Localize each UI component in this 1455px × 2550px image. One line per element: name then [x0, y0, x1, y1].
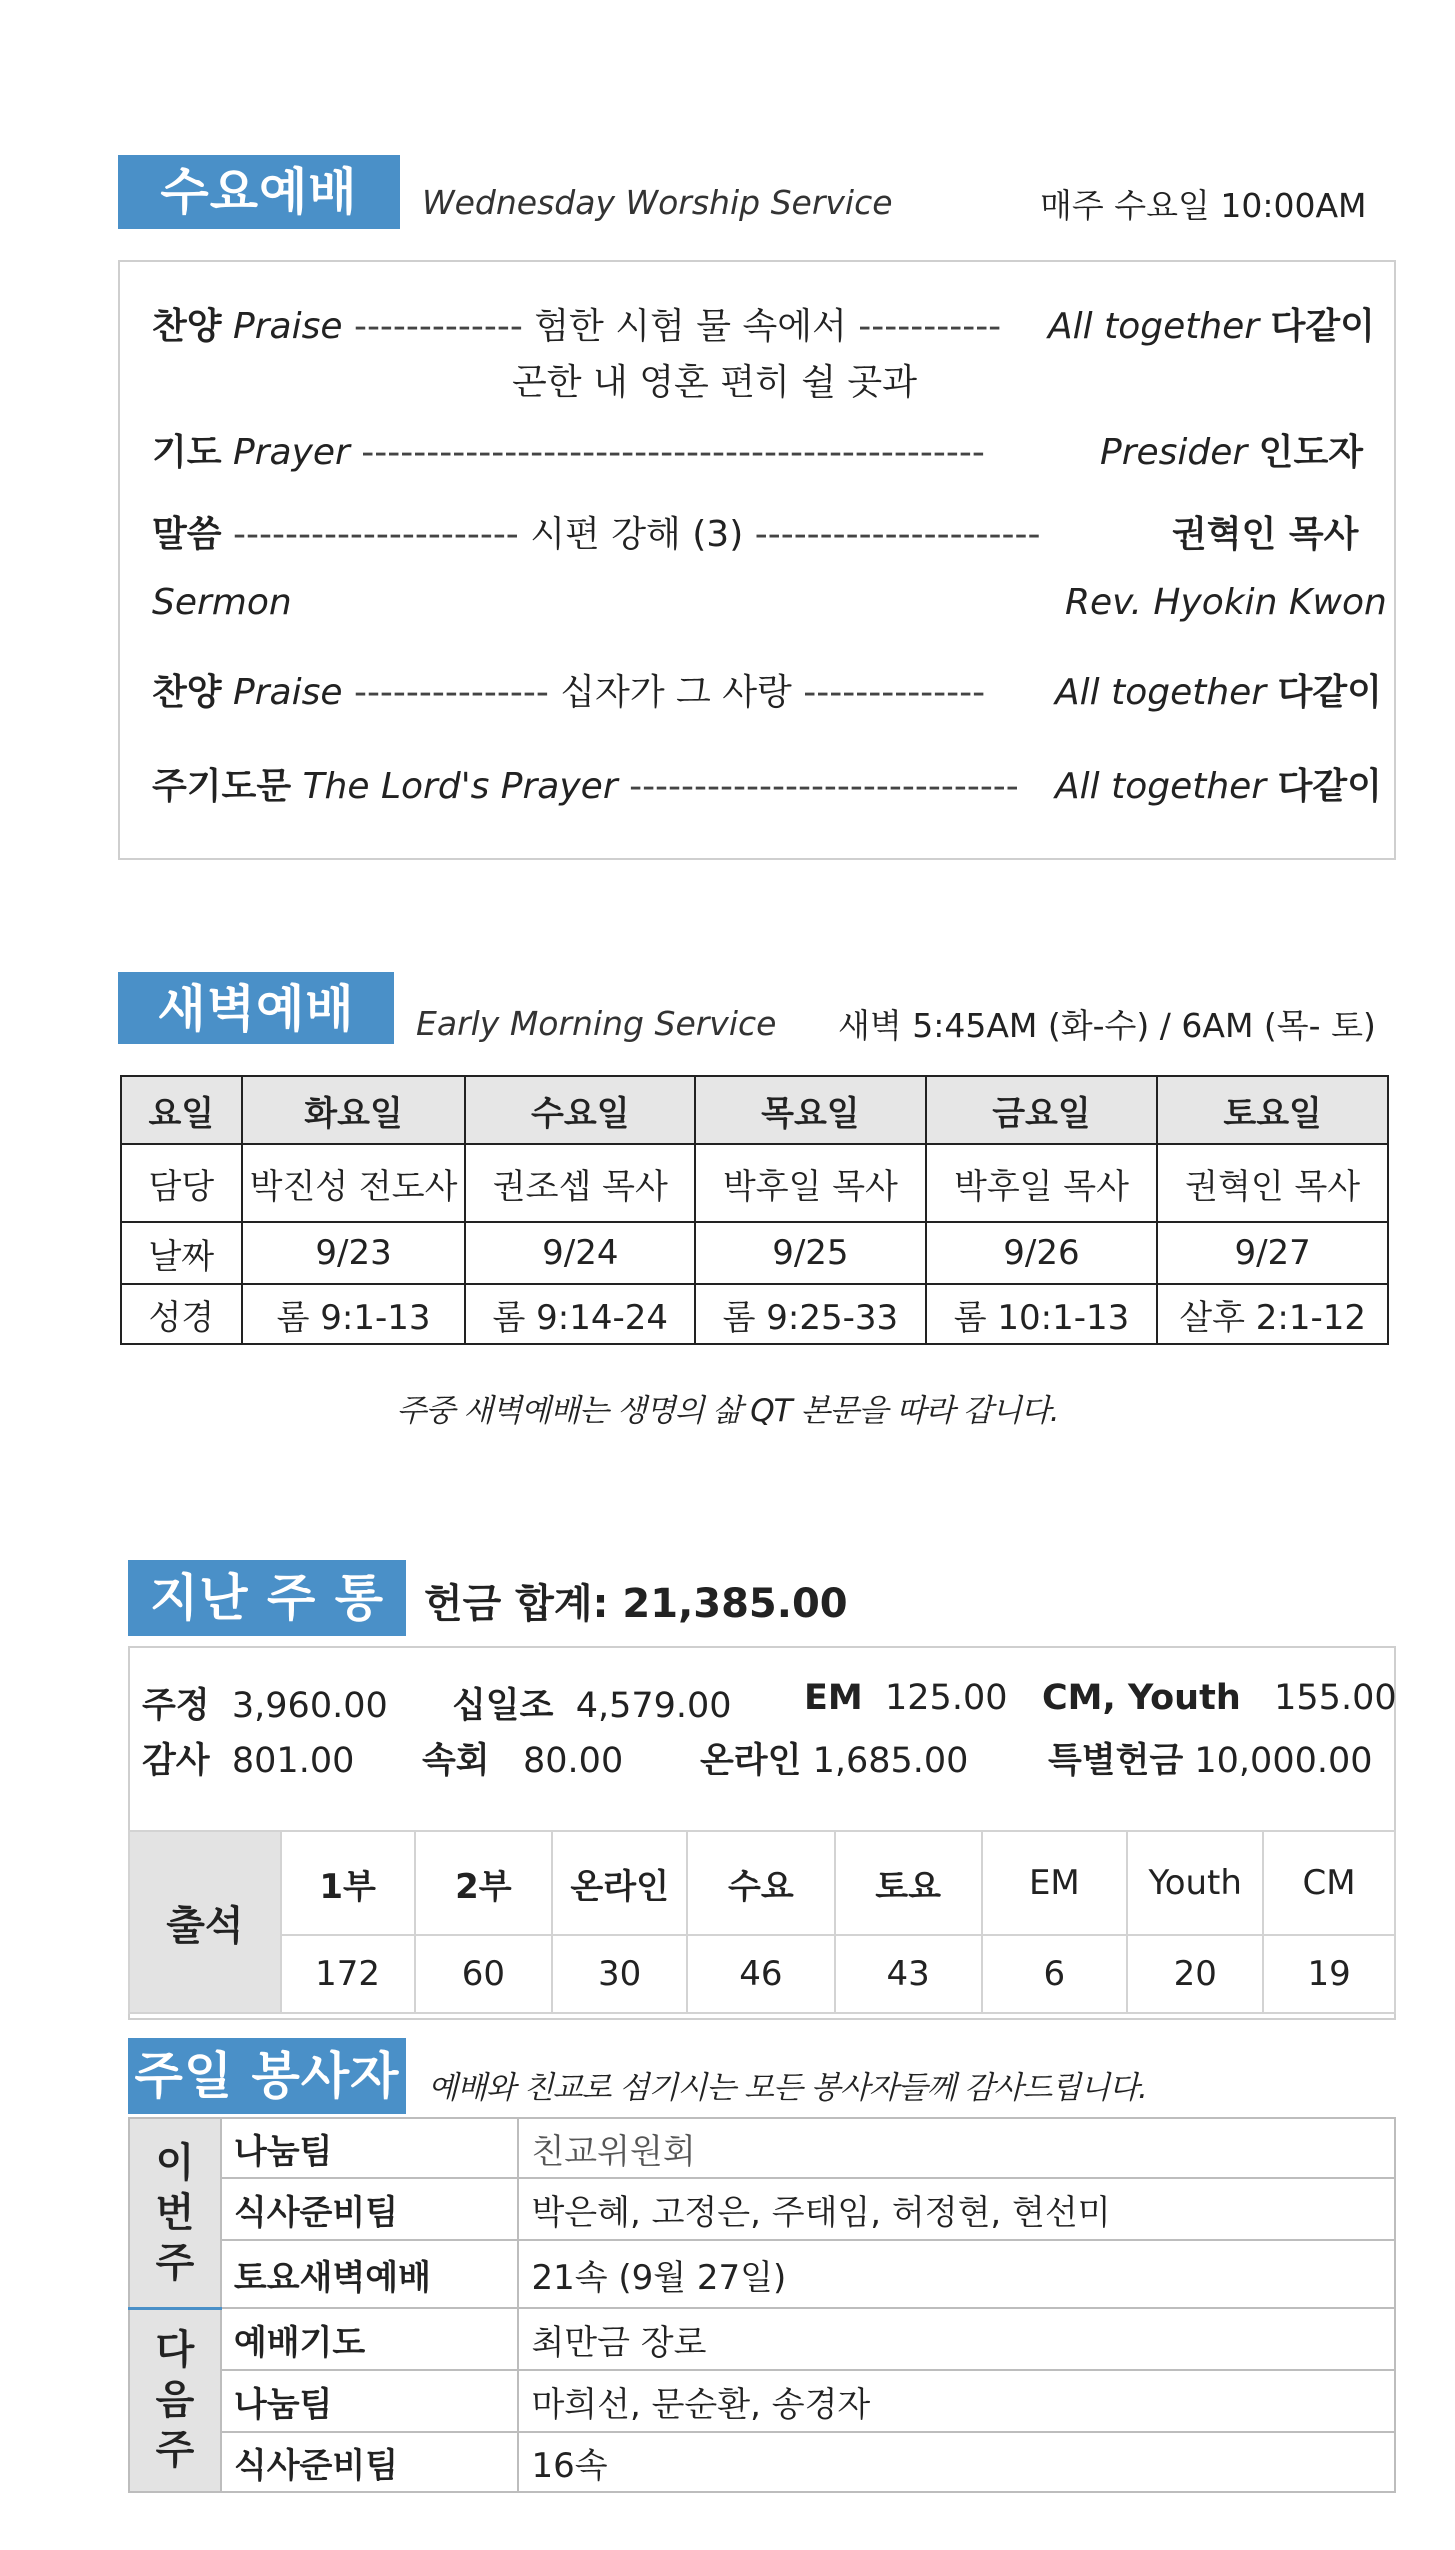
- program-item-ko: 말씀: [152, 514, 222, 555]
- offering-label: EM: [804, 1678, 863, 1718]
- table-cell: 담당: [121, 1144, 242, 1222]
- program-item-ko: 찬양: [152, 672, 222, 713]
- offering-value: 1,685.00: [812, 1741, 969, 1781]
- wednesday-badge: 수요예배: [118, 155, 400, 229]
- table-row: [121, 1144, 1388, 1222]
- leader-dashes: ------------------------------------------------: [361, 432, 985, 473]
- leader-dashes: ----------------------: [233, 514, 519, 555]
- table-cell: 박후일 목사: [926, 1144, 1158, 1222]
- offering-value: 3,960.00: [231, 1686, 388, 1726]
- table-header-cell: 수요일: [465, 1076, 695, 1144]
- leader-dashes: --------------: [803, 672, 986, 713]
- volunteer-role: 예배기도: [221, 2308, 519, 2370]
- dawn-time: 새벽 5:45AM (화-수) / 6AM (목- 토): [838, 1006, 1376, 1045]
- program-item-ko: 주기도문: [152, 766, 292, 807]
- table-row: [129, 2240, 1395, 2308]
- program-item-ko: 기도: [152, 432, 222, 473]
- next-week-label: 다 음 주: [129, 2308, 221, 2492]
- attendance-header-cell: 2부: [415, 1831, 553, 1935]
- attendance-value: 46: [687, 1935, 835, 2013]
- table-row: [129, 2432, 1395, 2492]
- program-row-prayer: [152, 428, 985, 478]
- program-role-en: Rev. Hyokin Kwon: [1065, 582, 1387, 623]
- volunteer-names: 21속 (9월 27일): [518, 2240, 1395, 2308]
- table-cell: 살후 2:1-12: [1157, 1284, 1388, 1344]
- this-week-label: 이 번 주: [129, 2118, 221, 2308]
- program-item-title-2: 곤한 내 영혼 편히 쉴 곳과: [512, 362, 917, 403]
- table-row: [129, 2118, 1395, 2178]
- offering-label: 특별헌금: [1048, 1741, 1184, 1781]
- program-role: [1048, 302, 1375, 352]
- table-cell: 성경: [121, 1284, 242, 1344]
- table-header-cell: 요일: [121, 1076, 242, 1144]
- attendance-table: [128, 1830, 1396, 2014]
- stats-badge: 지난 주 통계: [128, 1560, 406, 1636]
- volunteers-badge: 주일 봉사자: [128, 2038, 406, 2114]
- wednesday-time: 매주 수요일 10:00AM: [1040, 186, 1367, 225]
- table-cell: 박진성 전도사: [242, 1144, 466, 1222]
- table-row: [129, 2178, 1395, 2240]
- offering-label: CM, Youth: [1042, 1678, 1241, 1718]
- offering-label: 속회: [422, 1741, 490, 1781]
- program-role: [1055, 668, 1382, 718]
- program-item-en: Praise: [233, 672, 343, 713]
- volunteer-names: 16속: [518, 2432, 1395, 2492]
- program-row-lords-prayer: [152, 762, 1019, 812]
- offering-value: 801.00: [231, 1741, 355, 1781]
- table-row: [121, 1284, 1388, 1344]
- volunteer-names: 친교위원회: [518, 2118, 1395, 2178]
- attendance-header-cell: EM: [982, 1831, 1128, 1935]
- leader-dashes: ------------------------------: [629, 766, 1019, 807]
- table-cell: 박후일 목사: [695, 1144, 926, 1222]
- attendance-header-row: [129, 1831, 1395, 1935]
- table-header-cell: 화요일: [242, 1076, 466, 1144]
- table-cell: 9/25: [695, 1222, 926, 1284]
- table-cell: 롬 9:14-24: [465, 1284, 695, 1344]
- table-cell: 9/23: [242, 1222, 466, 1284]
- attendance-header-cell: Youth: [1127, 1831, 1263, 1935]
- table-cell: 권조셉 목사: [465, 1144, 695, 1222]
- volunteer-names: 최만금 장로: [518, 2308, 1395, 2370]
- program-item-title: 십자가 그 사랑: [560, 672, 792, 713]
- attendance-value: 30: [552, 1935, 687, 2013]
- table-row: [121, 1222, 1388, 1284]
- attendance-header-cell: 토요: [835, 1831, 982, 1935]
- leader-dashes: -----------: [858, 306, 1002, 347]
- offering-value: 10,000.00: [1194, 1741, 1373, 1781]
- table-cell: 권혁인 목사: [1157, 1144, 1388, 1222]
- attendance-value: 20: [1127, 1935, 1263, 2013]
- program-role-ko: 다같이: [1270, 306, 1375, 347]
- leader-dashes: ----------------------: [754, 514, 1041, 555]
- offering-label: 십일조: [452, 1686, 554, 1726]
- program-role-en: All together: [1055, 672, 1267, 713]
- offering-value: 155.00: [1274, 1678, 1397, 1718]
- table-cell: 9/26: [926, 1222, 1158, 1284]
- program-item-en: Praise: [233, 306, 343, 347]
- program-item-ko: 찬양: [152, 306, 222, 347]
- attendance-header-cell: 1부: [281, 1831, 415, 1935]
- leader-dashes: -------------: [353, 306, 523, 347]
- offering-value: 125.00: [885, 1678, 1008, 1718]
- table-cell: 날짜: [121, 1222, 242, 1284]
- program-row-sermon: [152, 510, 1041, 560]
- attendance-header-cell: 온라인: [552, 1831, 687, 1935]
- table-header-cell: 금요일: [926, 1076, 1158, 1144]
- attendance-value: 60: [415, 1935, 553, 2013]
- volunteers-table: [128, 2117, 1396, 2493]
- table-header-row: [121, 1076, 1388, 1144]
- attendance-value: 43: [835, 1935, 982, 2013]
- program-item-title: 시편 강해 (3): [530, 514, 744, 555]
- program-item-en: Sermon: [152, 582, 292, 623]
- table-header-cell: 토요일: [1157, 1076, 1388, 1144]
- attendance-value: 19: [1263, 1935, 1395, 2013]
- dawn-subtitle: Early Morning Service: [416, 1004, 777, 1043]
- table-header-cell: 목요일: [695, 1076, 926, 1144]
- program-role-ko: 다같이: [1277, 766, 1382, 807]
- volunteer-role: 토요새벽예배: [221, 2240, 519, 2308]
- wednesday-subtitle: Wednesday Worship Service: [422, 183, 893, 222]
- table-cell: 롬 10:1-13: [926, 1284, 1158, 1344]
- offering-total: 헌금 합계: 21,385.00: [424, 1581, 848, 1627]
- table-cell: 롬 9:25-33: [695, 1284, 926, 1344]
- program-role-ko: 다같이: [1277, 672, 1382, 713]
- volunteer-names: 박은혜, 고정은, 주태임, 허정현, 현선미: [518, 2178, 1395, 2240]
- attendance-header-cell: 수요: [687, 1831, 835, 1935]
- offering-value: 80.00: [523, 1741, 624, 1781]
- dawn-badge: 새벽예배: [118, 972, 394, 1044]
- program-item-title: 험한 시험 물 속에서: [534, 306, 847, 347]
- attendance-value-row: [129, 1935, 1395, 2013]
- program-role: [1055, 762, 1382, 812]
- program-role: [1100, 428, 1363, 478]
- volunteers-note: 예배와 친교로 섬기시는 모든 봉사자들께 감사드립니다.: [428, 2070, 1147, 2106]
- table-cell: 9/24: [465, 1222, 695, 1284]
- volunteer-role: 식사준비팀: [221, 2432, 519, 2492]
- attendance-header-cell: CM: [1263, 1831, 1395, 1935]
- volunteer-role: 식사준비팀: [221, 2178, 519, 2240]
- program-role-ko: 권혁인 목사: [1172, 514, 1359, 555]
- offering-label: 주정: [142, 1686, 210, 1726]
- dawn-note: 주중 새벽예배는 생명의 삶 QT 본문을 따라 갑니다.: [396, 1393, 1059, 1429]
- offering-label: 온라인: [700, 1741, 802, 1781]
- attendance-label: 출석: [129, 1831, 281, 2013]
- program-row-praise-2: [152, 668, 985, 718]
- leader-dashes: ---------------: [353, 672, 549, 713]
- attendance-value: 6: [982, 1935, 1128, 2013]
- offering-label: 감사: [142, 1741, 210, 1781]
- volunteer-names: 마희선, 문순환, 송경자: [518, 2370, 1395, 2432]
- program-role-en: All together: [1055, 766, 1267, 807]
- program-item-en: The Lord's Prayer: [302, 766, 618, 807]
- program-role-en: Presider: [1100, 432, 1248, 473]
- volunteer-role: 나눔팀: [221, 2118, 519, 2178]
- offering-value: 4,579.00: [575, 1686, 732, 1726]
- table-cell: 롬 9:1-13: [242, 1284, 466, 1344]
- program-role-en: All together: [1048, 306, 1260, 347]
- table-cell: 9/27: [1157, 1222, 1388, 1284]
- volunteer-role: 나눔팀: [221, 2370, 519, 2432]
- dawn-schedule-table: [120, 1075, 1389, 1345]
- attendance-value: 172: [281, 1935, 415, 2013]
- table-row: [129, 2308, 1395, 2370]
- program-role-ko: 인도자: [1258, 432, 1363, 473]
- program-item-en: Prayer: [233, 432, 350, 473]
- table-row: [129, 2370, 1395, 2432]
